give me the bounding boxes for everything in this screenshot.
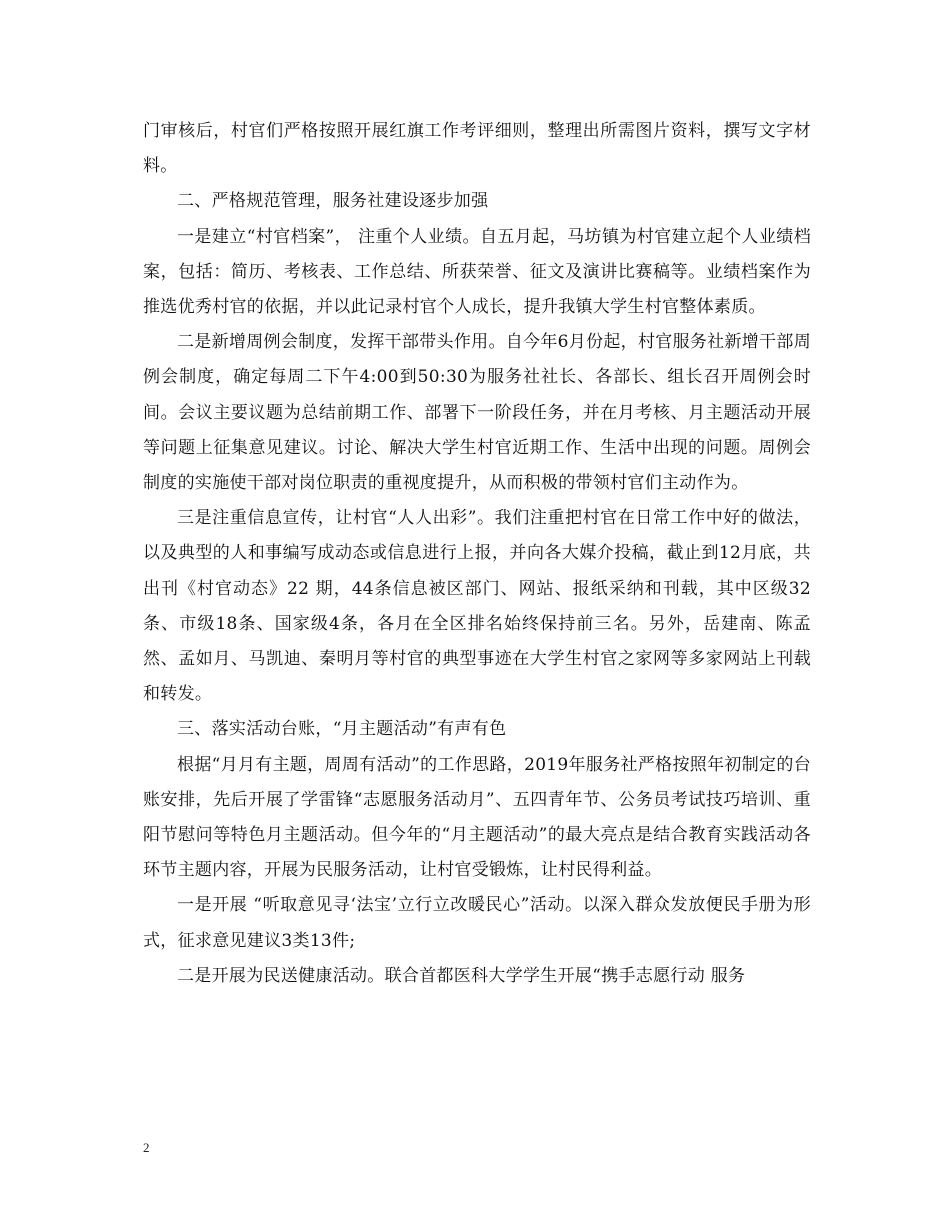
paragraph-village-official-archives: 一是建立“村官档案”， 注重个人业绩。自五月起，马坊镇为村官建立起个人业绩档案，包括：简历、考核表、工作总结、所获荣誉、征文及演讲比赛稿等。业绩档案作为推选优秀村官的依据，并以此记录村官个人成长，提升我镇大学生村官整体素质。: [143, 226, 811, 318]
paragraph-information-publicity: 三是注重信息宣传，让村官“人人出彩”。我们注重把村官在日常工作中好的做法，以及典型的人和事编写成动态或信息进行上报，并向各大媒介投稿，截止到12月底，共出刊《村官动态》22 期，44条信息被区部门、网站、报纸采纳和刊载，其中区级32条、市级18条、国家级4条，各月在全区排名始终保持前三名。另外，岳建南、陈孟然、孟如月、马凯迪、秦明月等村官的典型事迹在大学生村官之家网等多家网站上刊载和转发。: [143, 508, 811, 705]
page-number: 2: [143, 1140, 150, 1155]
paragraph-continued-intro: 门审核后，村官们严格按照开展红旗工作考评细则，整理出所需图片资料，撰写文字材料。: [143, 121, 811, 177]
document-body: [143, 114, 811, 994]
paragraph-listen-opinions: 一是开展 “听取意见寻‘法宝’立行立改暖民心”活动。以深入群众发放便民手册为形式，征求意见建议3类13件;: [143, 895, 811, 951]
paragraph-weekly-meeting: 二是新增周例会制度，发挥干部带头作用。自今年6月份起，村官服务社新增干部周例会制度，确定每周二下午4:00到50:30为服务社社长、各部长、组长召开周例会时间。会议主要议题为总结前期工作、部署下一阶段任务，并在月考核、月主题活动开展等问题上征集意见建议。讨论、解决大学生村官近期工作、生活中出现的问题。周例会制度的实施使干部对岗位职责的重视度提升，从而积极的带领村官们主动作为。: [143, 332, 811, 494]
section-heading-three: 三、落实活动台账，“月主题活动”有声有色: [177, 719, 507, 740]
section-heading-two: 二、严格规范管理，服务社建设逐步加强: [177, 191, 489, 212]
paragraph-health-activity: 二是开展为民送健康活动。联合首都医科大学学生开展“携手志愿行动 服务: [177, 965, 746, 986]
paragraph-monthly-theme: 根据“月月有主题，周周有活动”的工作思路，2019年服务社严格按照年初制定的台账安排，先后开展了学雷锋“志愿服务活动月”、五四青年节、公务员考试技巧培训、重阳节慰问等特色月主题活动。但今年的“月主题活动”的最大亮点是结合教育实践活动各环节主题内容，开展为民服务活动，让村官受锻炼，让村民得利益。: [143, 754, 811, 881]
